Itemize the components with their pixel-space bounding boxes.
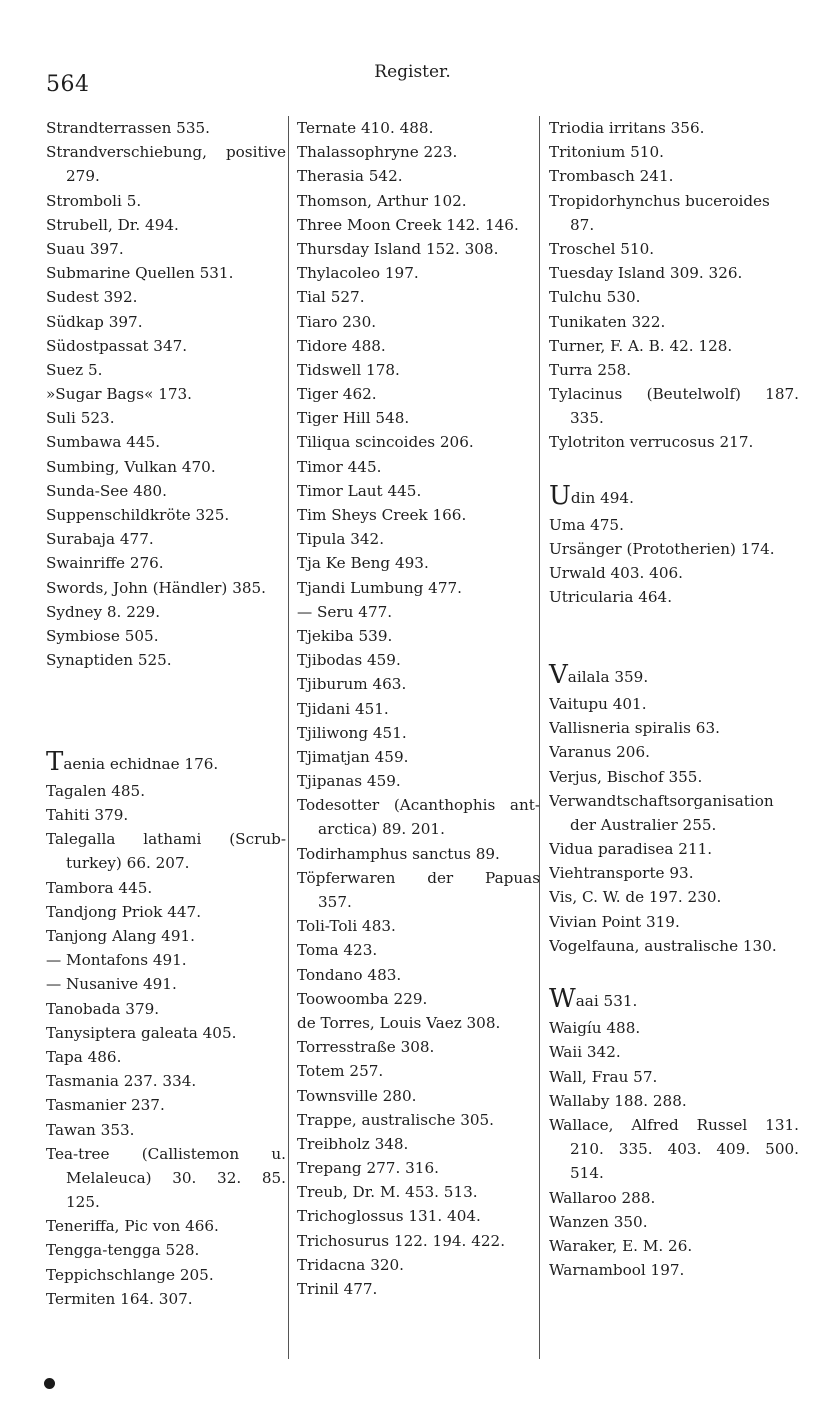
index-entry: Tropidorhynchus buceroides	[549, 191, 770, 210]
index-entry: Tapa 486.	[46, 1047, 122, 1066]
index-entry: Vivian Point 319.	[549, 912, 680, 931]
index-entry: Tjimatjan 459.	[297, 747, 409, 766]
index-entry: Todirhamphus sanctus 89.	[297, 844, 500, 863]
index-section-start	[549, 982, 799, 1016]
section-initial-letter: U	[549, 480, 571, 511]
section-spacer	[46, 721, 286, 745]
index-entry: Timor 445.	[297, 457, 382, 476]
index-entry-text: aenia echidnae 176.	[63, 754, 219, 773]
index-entry: Trombasch 241.	[549, 167, 674, 186]
section-initial-letter: W	[549, 984, 576, 1015]
index-entry: Ursänger (Prototherien) 174.	[549, 540, 775, 558]
index-entry-continuation: 87.	[570, 215, 595, 234]
index-entry: Suppenschildkröte 325.	[46, 506, 230, 524]
index-entry: Uma 475.	[549, 515, 624, 534]
index-entry: Stromboli 5.	[46, 191, 142, 210]
index-entry: »Sugar Bags« 173.	[46, 385, 193, 404]
index-entry: Wallaroo 288.	[549, 1188, 656, 1207]
index-entry: Waraker, E. M. 26.	[549, 1236, 693, 1255]
index-column-2	[288, 116, 540, 1359]
index-entry: Sunda-See 480.	[46, 481, 167, 500]
index-entry-continuation: 125.	[66, 1193, 100, 1212]
index-entry: Triodia irritans 356.	[549, 119, 705, 137]
index-entry: Tandjong Priok 447.	[46, 902, 202, 921]
section-initial-letter: T	[46, 746, 64, 777]
index-entry: Tjandi Lumbung 477.	[297, 578, 463, 597]
index-entry: Tanjong Alang 491.	[46, 927, 195, 945]
index-entry: Tridacna 320.	[297, 1255, 405, 1274]
index-entry: Sumbawa 445.	[46, 433, 161, 452]
index-entry: Wanzen 350.	[549, 1212, 648, 1231]
index-section-start	[549, 479, 799, 513]
index-entry: Torresstraße 308.	[297, 1038, 435, 1057]
index-entry: Töpferwaren der Papuas	[297, 868, 540, 887]
index-entry: Trappe, australische 305.	[297, 1110, 495, 1129]
index-entry: Turra 258.	[549, 360, 632, 379]
section-spacer	[549, 610, 799, 634]
index-entry: Trinil 477.	[297, 1280, 378, 1298]
index-entry: Tjibodas 459.	[297, 651, 401, 670]
index-entry: Tipula 342.	[297, 530, 385, 549]
index-entry: Townsville 280.	[297, 1086, 417, 1105]
index-entry: Tengga-tengga 528.	[46, 1241, 200, 1260]
index-entry-continuation: der Australier 255.	[570, 815, 717, 834]
index-entry: Trichoglossus 131. 404.	[297, 1207, 481, 1226]
index-entry: Symbiose 505.	[46, 626, 159, 645]
index-column-1	[46, 116, 286, 1359]
index-entry: Tjiburum 463.	[297, 675, 407, 694]
index-entry: Toli-Toli 483.	[297, 917, 396, 936]
index-entry: Three Moon Creek 142. 146.	[297, 215, 519, 234]
index-entry: Tunikaten 322.	[549, 312, 666, 331]
index-entry: Waii 342.	[549, 1043, 621, 1062]
index-entry-continuation: 279.	[66, 167, 100, 186]
index-entry: Strandverschiebung, positive	[46, 143, 286, 162]
index-entry: Tidswell 178.	[297, 360, 400, 379]
page-number: 564	[46, 72, 90, 97]
index-entry: Tiaro 230.	[297, 312, 377, 331]
index-entry: Vallisneria spiralis 63.	[549, 719, 720, 738]
index-entry: Tanysiptera galeata 405.	[46, 1023, 237, 1042]
index-entry: Vidua paradisea 211.	[549, 840, 713, 859]
index-entry: Suau 397.	[46, 239, 124, 258]
index-entry: Tulchu 530.	[549, 288, 641, 307]
index-entry: Tiger Hill 548.	[297, 409, 410, 428]
index-entry: Südostpassat 347.	[46, 336, 188, 355]
index-entry: Sudest 392.	[46, 288, 138, 307]
index-entry: Tidore 488.	[297, 336, 386, 355]
index-entry: Tambora 445.	[46, 878, 153, 897]
index-entry: Therasia 542.	[297, 167, 403, 186]
index-entry: Viehtransporte 93.	[549, 864, 694, 883]
index-entry: Toowoomba 229.	[297, 989, 428, 1008]
index-entry: Tja Ke Beng 493.	[297, 554, 429, 573]
index-entry: Tial 527.	[297, 288, 365, 307]
index-entry: Teppichschlange 205.	[46, 1265, 214, 1284]
index-entry: Tim Sheys Creek 166.	[297, 506, 467, 524]
index-entry: Tiliqua scincoides 206.	[297, 433, 474, 452]
index-entry-continuation: 357.	[318, 893, 352, 911]
index-entry: Swainriffe 276.	[46, 554, 164, 573]
index-entry-text: din 494.	[570, 488, 634, 507]
index-entry: Suez 5.	[46, 360, 103, 379]
index-entry-text: ailala 359.	[567, 667, 649, 686]
section-spacer	[549, 455, 799, 479]
index-entry: Varanus 206.	[549, 743, 650, 762]
index-entry: Turner, F. A. B. 42. 128.	[549, 336, 733, 355]
index-entry: Toma 423.	[297, 941, 378, 960]
section-spacer	[549, 958, 799, 982]
index-entry: Thomson, Arthur 102.	[297, 191, 467, 210]
index-entry: Todesotter (Acanthophis ant-	[297, 796, 540, 815]
index-entry-text: aai 531.	[575, 992, 638, 1011]
index-entry-continuation: 514.	[570, 1164, 604, 1183]
index-entry: Tuesday Island 309. 326.	[549, 264, 743, 283]
index-entry: Urwald 403. 406.	[549, 564, 683, 583]
index-entry: Tasmanier 237.	[46, 1096, 165, 1115]
index-entry: Thursday Island 152. 308.	[297, 239, 499, 258]
index-entry: Treub, Dr. M. 453. 513.	[297, 1183, 478, 1202]
index-entry: Vis, C. W. de 197. 230.	[549, 888, 722, 907]
index-entry: Suli 523.	[46, 409, 115, 428]
index-entry: Termiten 164. 307.	[46, 1289, 193, 1308]
index-entry-continuation: 210. 335. 403. 409. 500.	[570, 1140, 799, 1159]
index-entry: Thalassophryne 223.	[297, 143, 458, 162]
ink-spot-mark	[44, 1378, 55, 1389]
index-entry: Tahiti 379.	[46, 806, 129, 825]
index-section-start	[549, 658, 799, 692]
index-column-3	[539, 116, 799, 1359]
index-entry: Synaptiden 525.	[46, 651, 172, 670]
index-entry: Vaitupu 401.	[549, 694, 647, 713]
index-entry: Tjekiba 539.	[297, 626, 393, 645]
index-entry: Verjus, Bischof 355.	[549, 767, 703, 786]
index-entry: Tjipanas 459.	[297, 772, 401, 791]
index-entry: Tasmania 237. 334.	[46, 1072, 197, 1091]
index-entry: Trichosurus 122. 194. 422.	[297, 1231, 506, 1250]
index-entry: Utricularia 464.	[549, 588, 673, 607]
index-entry: — Seru 477.	[297, 602, 393, 621]
index-entry: Timor Laut 445.	[297, 481, 422, 500]
index-entry: Ternate 410. 488.	[297, 119, 434, 137]
index-entry: Wall, Frau 57.	[549, 1067, 658, 1086]
index-entry: Surabaja 477.	[46, 530, 154, 549]
index-entry-continuation: 335.	[570, 409, 604, 428]
running-head: Register.	[374, 62, 451, 82]
index-entry: Tanobada 379.	[46, 999, 160, 1018]
index-entry: Waigíu 488.	[549, 1019, 641, 1038]
index-entry: Submarine Quellen 531.	[46, 264, 234, 283]
index-entry: Totem 257.	[297, 1062, 384, 1081]
index-entry-continuation: arctica) 89. 201.	[318, 820, 445, 839]
index-entry: Tea-tree (Callistemon u.	[46, 1144, 286, 1163]
index-entry: Thylacoleo 197.	[297, 264, 419, 283]
index-entry: Südkap 397.	[46, 312, 143, 331]
section-spacer	[549, 634, 799, 658]
index-entry: Tritonium 510.	[549, 143, 664, 162]
index-entry: Tylacinus (Beutelwolf) 187.	[549, 385, 799, 404]
index-entry: Wallace, Alfred Russel 131.	[549, 1115, 799, 1134]
index-entry: Verwandtschaftsorganisation	[549, 791, 774, 810]
index-entry: Tjiliwong 451.	[297, 723, 407, 742]
index-entry: Teneriffa, Pic von 466.	[46, 1217, 219, 1236]
index-entry: Trepang 277. 316.	[297, 1159, 439, 1178]
index-entry: Treibholz 348.	[297, 1134, 409, 1153]
section-initial-letter: V	[549, 659, 568, 690]
index-entry: Tiger 462.	[297, 385, 377, 404]
index-entry: Sydney 8. 229.	[46, 602, 161, 621]
index-entry: Vogelfauna, australische 130.	[549, 936, 777, 955]
index-entry: Talegalla lathami (Scrub-	[46, 830, 286, 849]
index-entry: Tagalen 485.	[46, 781, 146, 800]
index-entry: Tylotriton verrucosus 217.	[549, 433, 754, 452]
index-entry: Tawan 353.	[46, 1120, 135, 1139]
index-entry: Sumbing, Vulkan 470.	[46, 457, 216, 476]
index-entry: Warnambool 197.	[549, 1261, 685, 1280]
section-spacer	[46, 697, 286, 721]
index-section-start	[46, 745, 286, 779]
section-spacer	[46, 672, 286, 696]
index-entry: Strubell, Dr. 494.	[46, 215, 179, 234]
index-entry: Strandterrassen 535.	[46, 119, 210, 137]
index-entry: Tondano 483.	[297, 965, 402, 984]
index-entry: Troschel 510.	[549, 239, 655, 258]
index-entry: — Nusanive 491.	[46, 975, 177, 994]
index-entry: de Torres, Louis Vaez 308.	[297, 1013, 501, 1032]
index-entry-continuation: Melaleuca) 30. 32. 85.	[66, 1168, 286, 1187]
index-entry-continuation: turkey) 66. 207.	[66, 854, 190, 873]
index-entry: — Montafons 491.	[46, 951, 187, 970]
index-entry: Wallaby 188. 288.	[549, 1091, 687, 1110]
index-entry: Swords, John (Händler) 385.	[46, 578, 267, 597]
index-entry: Tjidani 451.	[297, 699, 389, 718]
